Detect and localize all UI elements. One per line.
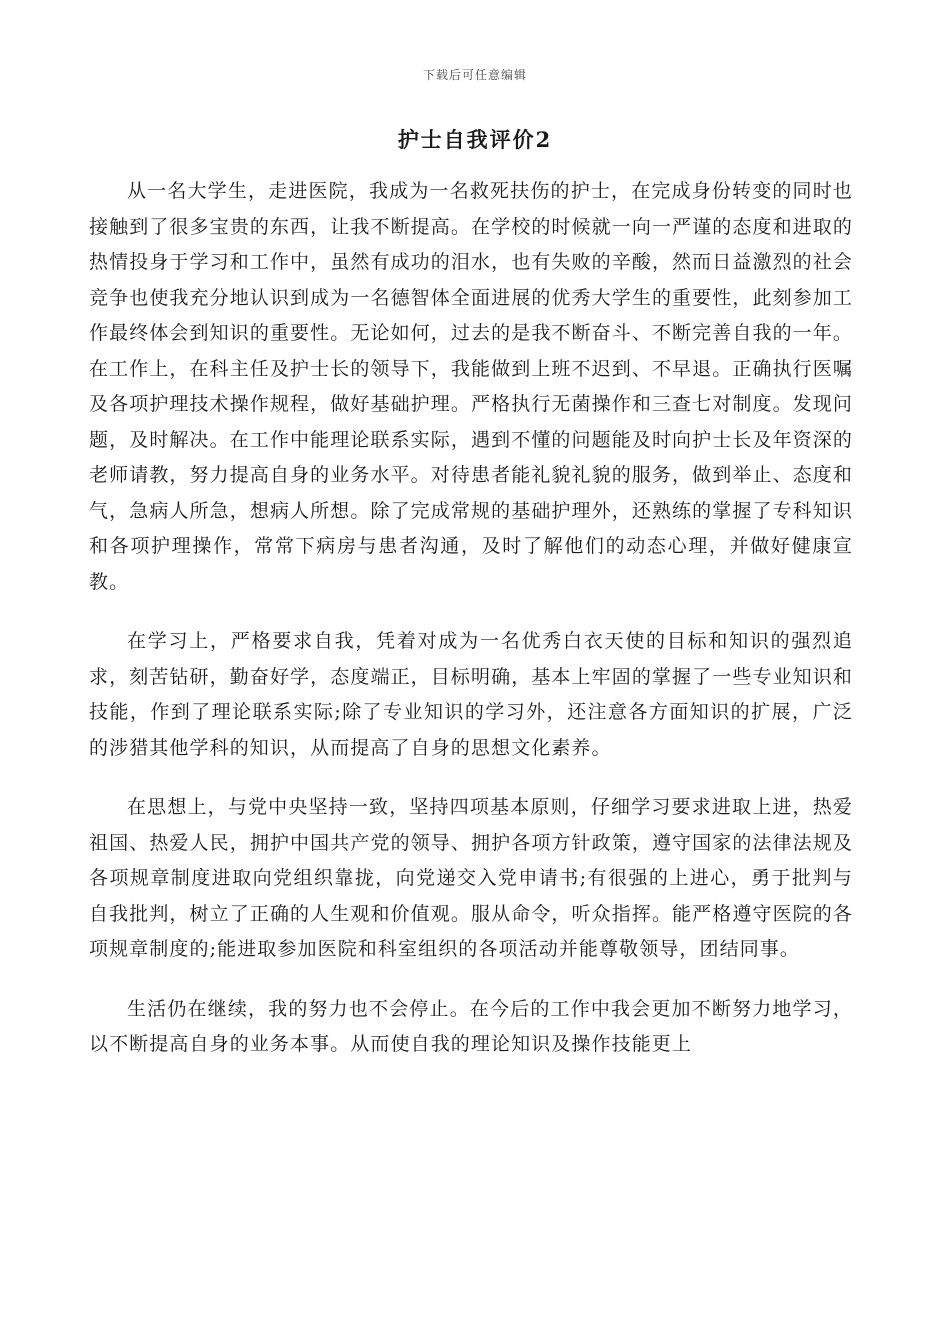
paragraph-study: 在学习上，严格要求自我，凭着对成为一名优秀白衣天使的目标和知识的强烈追求，刻苦钻研，勤奋好学，态度端正，目标明确，基本上牢固的掌握了一些专业知识和技能，作到了理论联系实际;除了专业知识的学习外，还注意各方面知识的扩展，广泛的涉猎其他学科的知识，从而提高了自身的思想文化素养。 <box>89 630 853 759</box>
document-body <box>89 174 853 1063</box>
paragraph-thought: 在思想上，与党中央坚持一致，坚持四项基本原则，仔细学习要求进取上进，热爱祖国、热爱人民，拥护中国共产党的领导、拥护各项方针政策，遵守国家的法律法规及各项规章制度进取向党组织靠拢，向党递交入党申请书;有很强的上进心，勇于批判与自我批判，树立了正确的人生观和价值观。服从命令，听众指挥。能严格遵守医院的各项规章制度的;能进取参加医院和科室组织的各项活动并能尊敬领导，团结同事。 <box>89 796 853 960</box>
document-title: 护士自我评价2 <box>397 127 553 152</box>
header-note: 下载后可任意编辑 <box>422 68 527 82</box>
paragraph-work: 从一名大学生，走进医院，我成为一名救死扶伤的护士，在完成身份转变的同时也接触到了很多宝贵的东西，让我不断提高。在学校的时候就一向一严谨的态度和进取的热情投身于学习和工作中，虽然有成功的泪水，也有失败的辛酸，然而日益激烈的社会竞争也使我充分地认识到成为一名德智体全面进展的优秀大学生的重要性，此刻参加工作最终体会到知识的重要性。无论如何，过去的是我不断奋斗、不断完善自我的一年。在工作上，在科主任及护士长的领导下，我能做到上班不迟到、不早退。正确执行医嘱及各项护理技术操作规程，做好基础护理。严格执行无菌操作和三查七对制度。发现问题，及时解决。在工作中能理论联系实际，遇到不懂的问题能及时向护士长及年资深的老师请教，努力提高自身的业务水平。对待患者能礼貌礼貌的服务，做到举止、态度和气，急病人所急，想病人所想。除了完成常规的基础护理外，还熟练的掌握了专科知识和各项护理操作，常常下病房与患者沟通，及时了解他们的动态心理，并做好健康宣教。 <box>89 180 853 593</box>
paragraph-life: 生活仍在继续，我的努力也不会停止。在今后的工作中我会更加不断努力地学习，以不断提高自身的业务本事。从而使自我的理论知识及操作技能更上 <box>89 997 853 1055</box>
